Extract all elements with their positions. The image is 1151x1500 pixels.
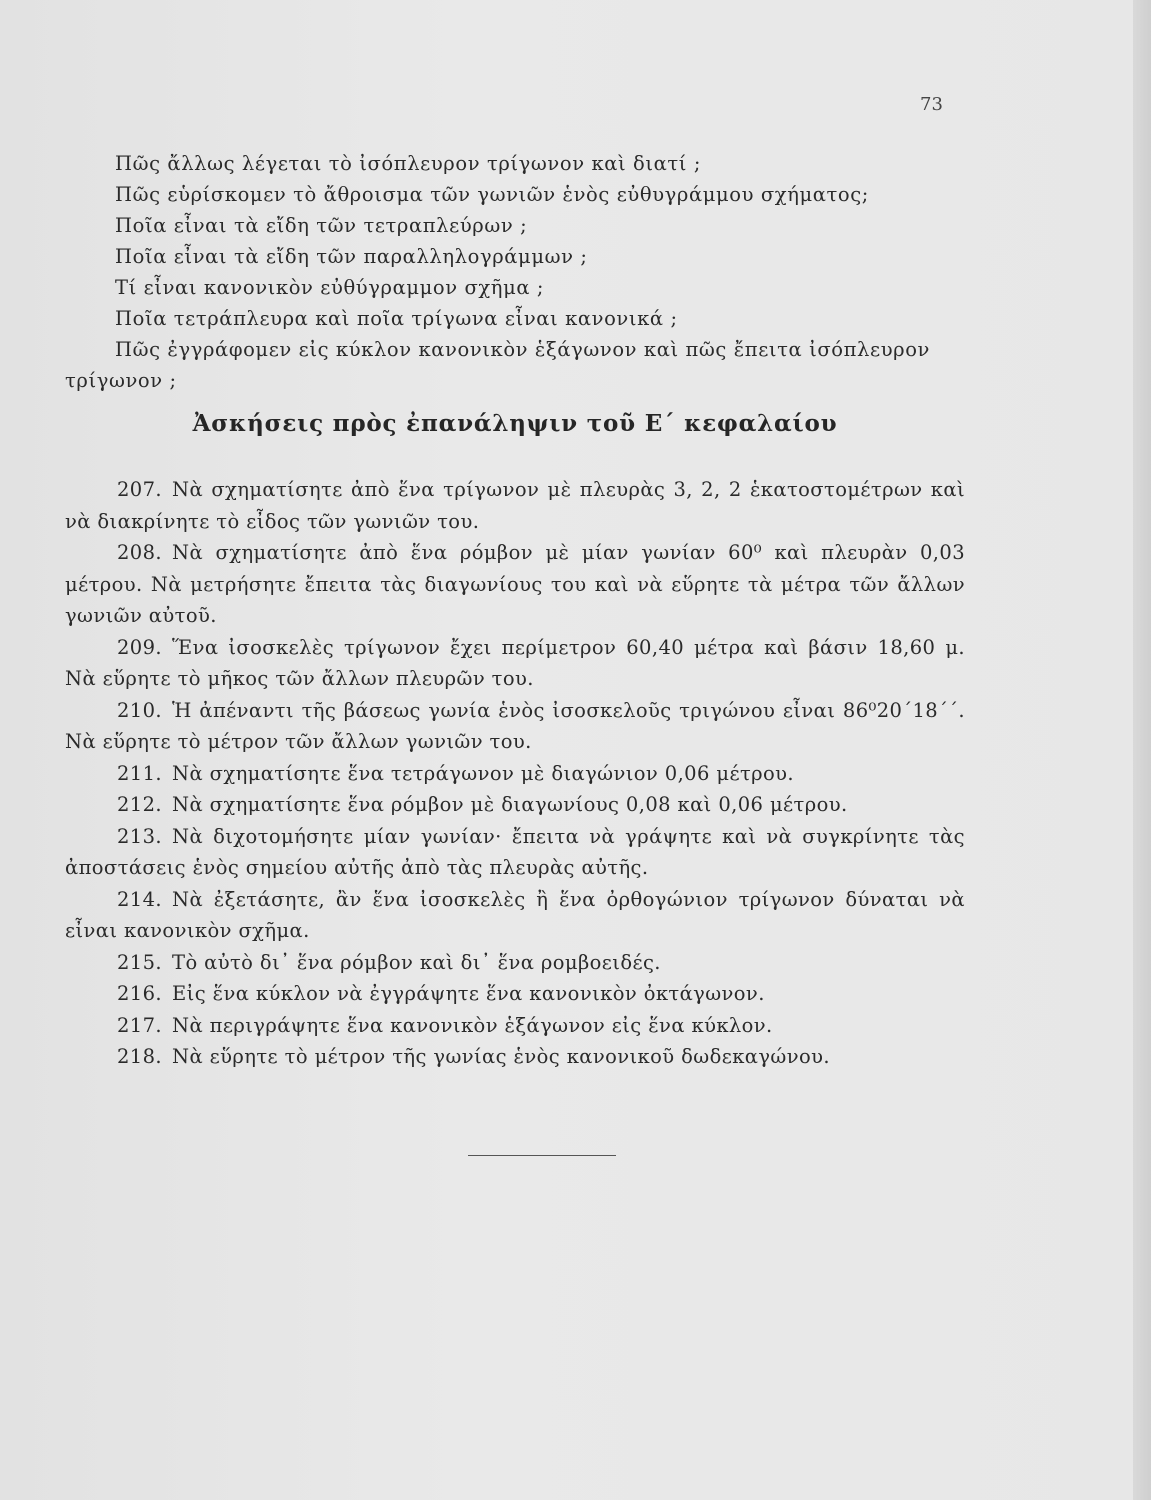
exercise-text: Ἡ ἀπέναντι τῆς βάσεως γωνία ἑνὸς ἰσοσκελοῦς τριγώνου εἶναι 86⁰20΄18΄΄. Νὰ εὕρητε τὸ μέτρον τῶν ἄλλων γωνιῶν του. [65, 698, 965, 753]
exercise-text: Νὰ εὕρητε τὸ μέτρον τῆς γωνίας ἑνὸς κανονικοῦ δωδεκαγώνου. [172, 1045, 830, 1068]
exercise-text: Εἰς ἕνα κύκλον νὰ ἐγγράψητε ἕνα κανονικὸν ὀκτάγωνον. [172, 982, 765, 1005]
exercise-number: 215. [117, 950, 163, 974]
question-line: Πῶς ἄλλως λέγεται τὸ ἰσόπλευρον τρίγωνον καὶ διατί ; [115, 152, 702, 175]
exercise-text: Νὰ σχηματίσητε ἀπὸ ἕνα τρίγωνον μὲ πλευρὰς 3, 2, 2 ἑκατοστομέτρων καὶ νὰ διακρίνητε τὸ εἶδος τῶν γωνιῶν του. [65, 478, 965, 533]
exercise-item [65, 632, 965, 695]
exercise-item [65, 947, 965, 979]
exercise-item [65, 978, 965, 1010]
question-line: Πῶς ἐγγράφομεν εἰς κύκλον κανονικὸν ἑξάγωνον καὶ πῶς ἔπειτα ἰσόπλευρον τρίγωνον ; [65, 338, 931, 392]
exercise-item [65, 821, 965, 884]
exercise-item [65, 758, 965, 790]
review-questions [65, 148, 965, 396]
exercise-item [65, 695, 965, 758]
exercise-number: 213. [117, 824, 163, 848]
exercise-item [65, 1010, 965, 1042]
exercise-number: 211. [117, 761, 163, 785]
exercise-text: Νὰ σχηματίσητε ἕνα ρόμβον μὲ διαγωνίους 0,08 καὶ 0,06 μέτρου. [172, 793, 848, 816]
question-line: Ποῖα εἶναι τὰ εἴδη τῶν παραλληλογράμμων ; [115, 245, 588, 268]
exercise-number: 207. [117, 478, 163, 501]
exercise-text: Ἕνα ἰσοσκελὲς τρίγωνον ἔχει περίμετρον 60,40 μέτρα καὶ βάσιν 18,60 μ. Νὰ εὕρητε τὸ μῆκος τῶν ἄλλων πλευρῶν του. [65, 635, 965, 690]
exercise-text: Νὰ σχηματίσητε ἕνα τετράγωνον μὲ διαγώνιον 0,06 μέτρου. [172, 761, 794, 785]
exercise-text: Νὰ σχηματίσητε ἀπὸ ἕνα ρόμβον μὲ μίαν γωνίαν 60⁰ καὶ πλευρὰν 0,03 μέτρου. Νὰ μετρήσητε ἔπειτα τὰς διαγωνίους του καὶ νὰ εὕρητε τὰ μέτρα τῶν ἄλλων γωνιῶν αὐτοῦ. [65, 541, 965, 627]
page-edge-shadow [1133, 0, 1151, 1500]
exercise-number: 212. [117, 793, 163, 816]
question-line: Τί εἶναι κανονικὸν εὐθύγραμμον σχῆμα ; [115, 276, 545, 299]
question-line: Ποῖα εἶναι τὰ εἴδη τῶν τετραπλεύρων ; [115, 214, 528, 237]
exercise-number: 217. [117, 1013, 163, 1037]
exercise-item [65, 789, 965, 821]
exercise-number: 208. [117, 541, 163, 564]
exercise-number: 214. [117, 887, 163, 911]
exercise-number: 210. [117, 698, 163, 722]
exercise-number: 209. [117, 635, 163, 659]
exercise-list [65, 474, 965, 1073]
exercise-item [65, 884, 965, 947]
exercise-text: Τὸ αὐτὸ δι᾽ ἕνα ρόμβον καὶ δι᾽ ἕνα ρομβοειδές. [172, 950, 661, 974]
exercise-text: Νὰ περιγράψητε ἕνα κανονικὸν ἑξάγωνον εἰς ἕνα κύκλον. [172, 1013, 773, 1037]
question-line: Ποῖα τετράπλευρα καὶ ποῖα τρίγωνα εἶναι κανονικά ; [115, 307, 678, 330]
section-heading: Ἀσκήσεις πρὸς ἐπανάληψιν τοῦ Ε΄ κεφαλαίου [192, 410, 838, 437]
exercise-item [65, 1041, 965, 1073]
exercise-item [65, 474, 965, 537]
exercise-number: 218. [117, 1045, 163, 1068]
exercise-item [65, 537, 965, 632]
page-number: 73 [920, 94, 943, 115]
section-end-rule [468, 1155, 616, 1156]
exercise-number: 216. [117, 982, 163, 1005]
exercise-text: Νὰ ἐξετάσητε, ἂν ἕνα ἰσοσκελὲς ἢ ἕνα ὀρθογώνιον τρίγωνον δύναται νὰ εἶναι κανονικὸν σχῆμα. [65, 887, 965, 942]
question-line: Πῶς εὑρίσκομεν τὸ ἄθροισμα τῶν γωνιῶν ἑνὸς εὐθυγράμμου σχήματος; [115, 183, 869, 206]
exercise-text: Νὰ διχοτομήσητε μίαν γωνίαν· ἔπειτα νὰ γράψητε καὶ νὰ συγκρίνητε τὰς ἀποστάσεις ἑνὸς σημείου αὐτῆς ἀπὸ τὰς πλευρὰς αὐτῆς. [65, 824, 965, 879]
